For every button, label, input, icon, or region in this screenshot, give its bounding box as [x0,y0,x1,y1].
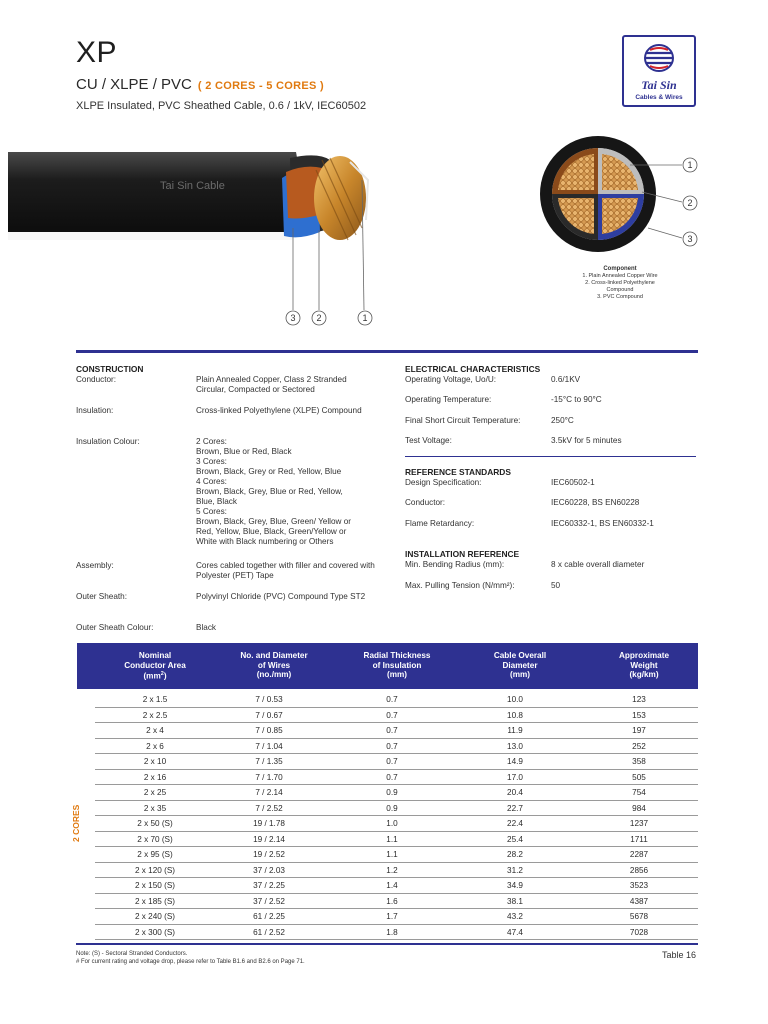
header-line: $(mm^2)$ [143,671,167,681]
section-divider [405,456,696,457]
table-cell: 7 / 1.04 [255,741,283,751]
table-cell: 38.1 [507,896,523,906]
table-cell: 7 / 2.14 [255,788,283,797]
legend-item: Compound [606,287,634,293]
table-cell: 10.8 [507,710,523,720]
colour-line: Brown, Blue or Red, Black [196,447,292,456]
reference-value: IEC60502-1 [551,478,595,487]
construction-value: Plain Annealed Copper, Class 2 Stranded Circular, Compacted or Sectored [196,375,347,394]
header-line: Conductor Area [124,660,186,670]
table-row [95,847,698,863]
table-cell: 17.0 [507,772,523,782]
footnotes [76,950,305,966]
table-cell: 0.7 [386,695,398,704]
construction-heading: CONSTRUCTION [76,364,144,374]
construction-value: Black [196,623,217,632]
table-row [95,925,698,941]
header-line: Cable Overall [493,651,547,660]
legend-item: 1. Plain Annealed Copper Wire [582,273,658,279]
callout-number: 3 [687,234,693,244]
callout-number: 3 [290,313,296,323]
legend-title: Component [603,266,637,272]
table-cell: 1.7 [386,912,398,921]
header-line: of Insulation [372,660,422,670]
table-cell: 2 x 4 [146,726,164,735]
table-cell: 984 [632,803,646,813]
construction-value: Cores cabled together with filler and covered with Polyester (PET) Tape [196,561,375,580]
table-cell: 19 / 1.78 [253,819,285,828]
table-reference: Table 16 [662,950,697,960]
table-cell: 14.9 [507,757,523,766]
table-cell: 10.0 [507,695,523,704]
table-cell: 2 x 70 (S) [137,834,173,844]
table-cell: 47.4 [507,927,523,937]
table-cell: 61 / 2.25 [253,912,285,921]
table-cell: 7 / 1.35 [255,757,283,766]
header-line: (kg/km) [629,670,659,679]
table-cell: 252 [632,741,646,751]
footnote: # For current rating and voltage drop, please refer to Table B1.6 and B2.6 on Page 71. [76,959,305,965]
header-line: (mm) [509,670,530,679]
table-cell: 2 x 95 (S) [137,850,173,859]
table-cell: 20.4 [507,788,523,797]
cable-print-text: Tai Sin Cable [160,180,225,192]
table-cell: 22.4 [507,819,523,828]
table-cell: 0.7 [386,726,398,735]
table-row [95,832,698,848]
table-row [95,816,698,832]
colour-line: 3 Cores: [196,457,227,466]
table-row [95,692,698,708]
table-cell: 2 x 50 (S) [137,819,173,828]
component-legend [540,266,700,301]
colour-line: Brown, Black, Grey, Blue or Red, Yellow, [196,487,343,496]
construction-label: Outer Sheath: [76,592,127,601]
table-cell: 1.8 [386,927,398,937]
legend-item: 3. PVC Compound [597,294,643,300]
header-line: Nominal [138,651,172,660]
section-divider [76,350,698,353]
callout-number: 2 [687,198,693,208]
construction-label: Assembly: [76,561,114,570]
construction-value: Cross-linked Polyethylene (XLPE) Compound [196,406,362,415]
column-header-conductor-area [95,651,215,681]
callout-number: 1 [687,160,693,170]
table-cell: 34.9 [507,881,523,890]
table-row [95,723,698,739]
reference-label: Design Specification: [405,478,482,487]
cable-description: XLPE Insulated, PVC Sheathed Cable, 0.6 / 1kV, IEC60502 [76,100,367,112]
table-cell: 358 [632,757,646,766]
table-cell: 2 x 2.5 [142,710,168,720]
installation-heading: INSTALLATION REFERENCE [405,549,520,559]
table-row [95,739,698,755]
table-cell: 7 / 0.85 [255,726,283,735]
tai-sin-logo [622,35,696,107]
header-line: Weight [630,660,658,670]
installation-label: Min. Bending Radius (mm): [405,560,505,569]
electrical-label: Operating Temperature: [405,395,492,404]
table-cell: 0.7 [386,710,398,720]
colour-line: White with Black numbering or Others [196,537,334,546]
table-cell: 37 / 2.25 [253,881,285,890]
colour-line: Brown, Black, Grey, Blue, Green/ Yellow or [196,517,352,526]
table-cell: 22.7 [507,803,523,813]
construction-label: Outer Sheath Colour: [76,623,154,632]
copper-conductor [314,156,366,240]
header-line: (mm) [386,670,407,679]
header-line: Diameter [502,660,538,670]
page-title: XP [76,36,118,69]
table-cell: 5678 [629,912,649,921]
construction-label: Insulation Colour: [76,437,140,446]
electrical-label: Final Short Circuit Temperature: [405,416,521,425]
table-bottom-rule [76,943,698,945]
table-row [95,878,698,894]
table-cell: 1.2 [386,865,398,875]
table-cell: 754 [632,788,646,797]
electrical-heading: ELECTRICAL CHARACTERISTICS [405,364,541,374]
table-cell: 4387 [629,896,649,906]
electrical-value: 250°C [551,416,574,425]
electrical-value: 3.5kV for 5 minutes [551,436,622,445]
reference-value: IEC60332-1, BS EN60332-1 [551,519,654,528]
header-line: of Wires [257,660,291,670]
table-cell: 0.7 [386,772,398,782]
footnote: Note: (S) - Sectoral Stranded Conductors. [76,951,188,957]
table-cell: 2856 [629,865,649,875]
table-cell: 3523 [629,881,649,890]
table-cell: 37 / 2.52 [253,896,285,906]
table-cell: 0.9 [386,788,398,797]
installation-value: 8 x cable overall diameter [551,560,645,569]
table-cell: 0.7 [386,757,398,766]
construction-code: CU / XLPE / PVC [76,76,192,93]
installation-value: 50 [551,581,561,590]
cable-illustration [0,140,390,340]
construction-label: Insulation: [76,406,114,415]
table-cell: 31.2 [507,865,523,875]
table-cell: 28.2 [507,850,523,859]
colour-line: 4 Cores: [196,477,227,486]
table-cell: 7 / 1.70 [255,772,283,782]
table-row [95,754,698,770]
table-cell: 505 [632,772,646,782]
table-cell: 0.7 [386,741,398,751]
table-header [77,643,698,689]
header-line: (no./mm) [256,670,292,679]
table-cell: 2 x 6 [146,741,164,751]
column-header-diameter [455,651,585,680]
table-cell: 2 x 120 (S) [134,865,176,875]
table-cell: 19 / 2.52 [253,850,285,859]
electrical-label: Test Voltage: [405,436,452,445]
legend-item: 2. Cross-linked Polyethylene [585,280,655,286]
table-row [95,863,698,879]
table-cell: 2 x 16 [143,772,167,782]
installation-label: Max. Pulling Tension (N/mm²): [405,581,515,590]
table-cell: 11.9 [507,726,523,735]
table-cell: 197 [632,726,646,735]
header-line: Approximate [618,651,670,660]
table-row [95,770,698,786]
construction-label: Conductor: [76,375,117,384]
electrical-label: Operating Voltage, Uo/U: [405,375,497,384]
table-cell: 2 x 300 (S) [134,927,176,937]
table-cell: 7 / 2.52 [255,803,283,813]
table-row [95,894,698,910]
table-cell: 1711 [630,834,648,844]
callout-number: 1 [362,313,368,323]
table-cell: 123 [632,695,646,704]
table-cell: 43.2 [507,912,523,921]
table-cell: 1.1 [386,834,398,844]
header-line: No. and Diameter [240,651,308,660]
table-cell: 153 [632,710,646,720]
colour-line: 2 Cores: [196,437,227,446]
column-header-insulation [332,651,462,680]
group-label: 2 CORES [71,804,81,842]
column-header-weight [579,651,709,680]
electrical-value: 0.6/1KV [551,375,581,384]
table-cell: 2287 [629,850,649,859]
electrical-value: -15°C to 90°C [551,395,602,404]
table-cell: 37 / 2.03 [253,865,285,875]
logo-tagline: Cables & Wires [635,94,683,101]
table-cell: 1.1 [386,850,398,859]
table-cell: 1.0 [386,819,398,828]
table-cell: 0.9 [386,803,398,813]
table-cell: 7028 [629,927,649,937]
callout-number: 2 [316,313,322,323]
colour-line: 5 Cores: [196,507,227,516]
table-cell: 2 x 185 (S) [134,896,176,906]
table-cell: 7 / 0.53 [255,695,283,704]
table-cell: 2 x 150 (S) [134,881,176,890]
reference-label: Flame Retardancy: [405,519,475,528]
insulation-colour-list [196,437,386,547]
column-header-wires [209,651,339,680]
table-row [95,785,698,801]
table-cell: 2 x 25 [143,788,167,797]
logo-name: Tai Sin [641,78,677,92]
subtitle [76,76,324,93]
colour-line: Brown, Black, Grey or Red, Yellow, Blue [196,467,342,476]
outer-sheath [8,152,300,232]
table-cell: 19 / 2.14 [253,834,285,844]
table-cell: 1.6 [386,896,398,906]
cores-range: ( 2 CORES - 5 CORES ) [197,80,324,92]
colour-line: Red, Yellow, Blue, Black, Green/Yellow or [196,527,347,536]
reference-heading: REFERENCE STANDARDS [405,467,511,477]
reference-label: Conductor: [405,498,446,507]
header-line: Radial Thickness [363,651,431,660]
table-row [95,909,698,925]
table-cell: 2 x 35 [143,803,167,813]
table-cell: 2 x 240 (S) [134,912,176,921]
table-cell: 1237 [629,819,649,828]
table-cell: 25.4 [507,834,523,844]
table-cell: 2 x 1.5 [142,695,168,704]
reference-value: IEC60228, BS EN60228 [551,498,640,507]
table-row [95,708,698,724]
colour-line: Blue, Black [196,497,237,506]
table-cell: 2 x 10 [143,757,167,766]
table-cell: 7 / 0.67 [255,710,283,720]
table-cell: 61 / 2.52 [253,927,285,937]
construction-value: Polyvinyl Chloride (PVC) Compound Type ST2 [196,592,366,601]
table-row [95,801,698,817]
table-cell: 13.0 [507,741,523,751]
cross-section-diagram [530,120,705,265]
table-cell: 1.4 [386,881,398,890]
